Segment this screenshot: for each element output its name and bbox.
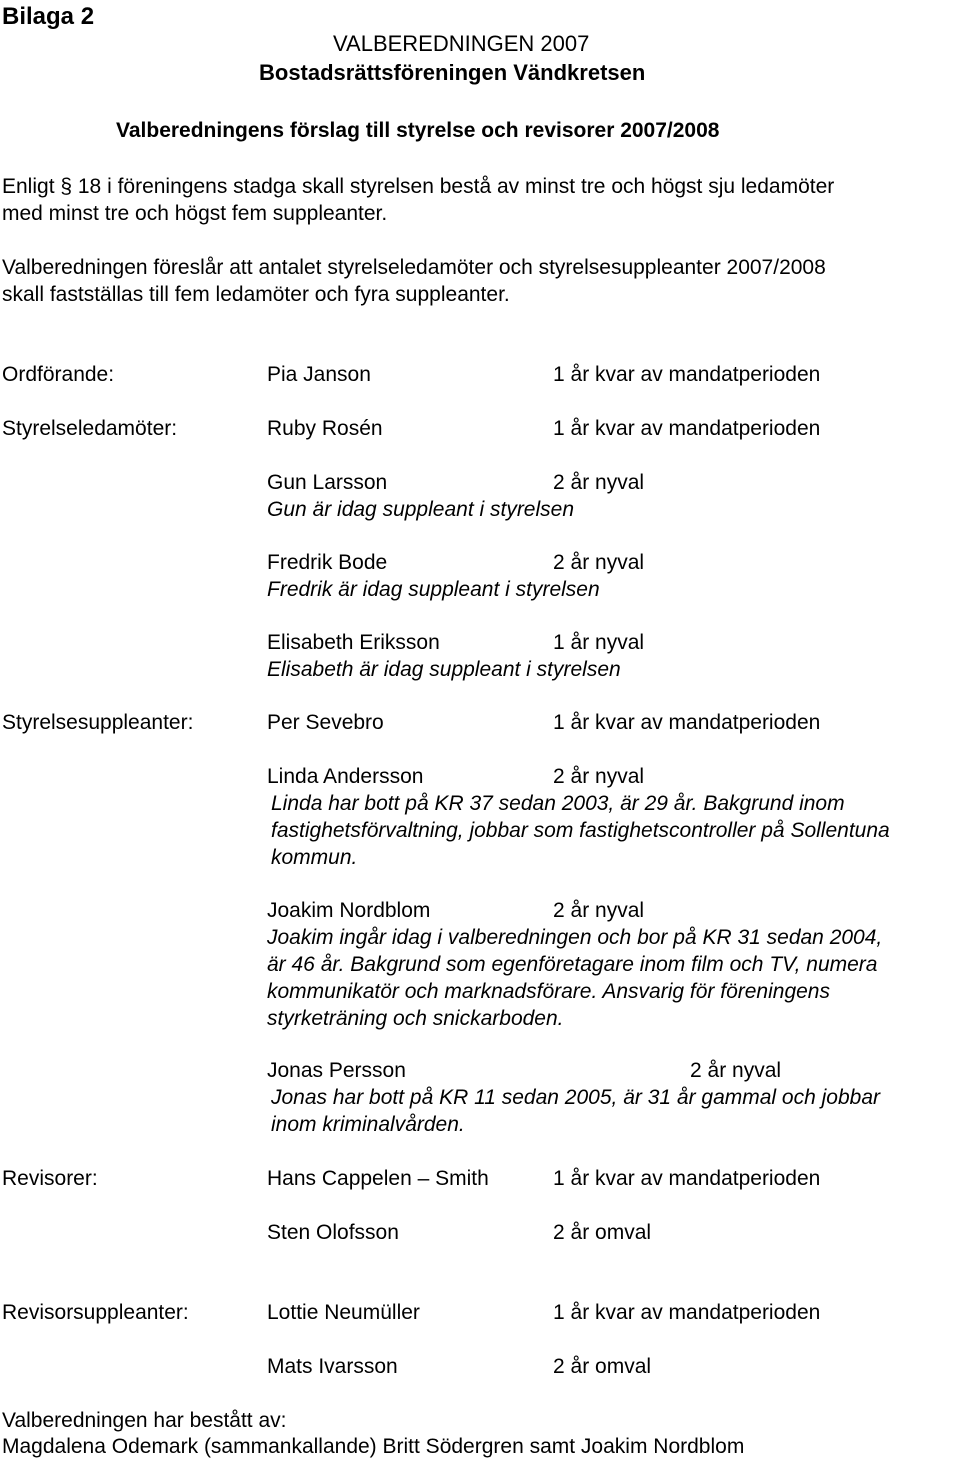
board-member-term: 1 år kvar av mandatperioden: [553, 417, 821, 440]
intro-paragraph-1-line-2: med minst tre och högst fem suppleanter.: [2, 202, 388, 225]
deputy-term: 2 år nyval: [553, 899, 645, 922]
deputy-note: fastighetsförvaltning, jobbar som fastighetscontroller på Sollentuna: [271, 819, 890, 842]
auditor-name: Sten Olofsson: [267, 1221, 399, 1244]
deputy-name: Joakim Nordblom: [267, 899, 431, 922]
deputy-note: kommunikatör och marknadsförare. Ansvarig för föreningens: [267, 980, 830, 1003]
document-subtitle: Valberedningens förslag till styrelse och revisorer 2007/2008: [116, 119, 720, 142]
intro-paragraph-2-line-1: Valberedningen föreslår att antalet styrelseledamöter och styrelsesuppleanter 2007/2008: [2, 256, 826, 279]
deputies-label: Styrelsesuppleanter:: [2, 711, 194, 734]
association-name: Bostadsrättsföreningen Vändkretsen: [259, 60, 646, 85]
board-member-term: 1 år nyval: [553, 631, 645, 654]
committee-heading: Valberedningen har bestått av:: [2, 1409, 287, 1432]
intro-paragraph-1-line-1: Enligt § 18 i föreningens stadga skall styrelsen bestå av minst tre och högst sju ledamöter: [2, 175, 835, 198]
board-member-name: Elisabeth Eriksson: [267, 631, 440, 654]
deputy-note: Linda har bott på KR 37 sedan 2003, är 29 år. Bakgrund inom: [271, 792, 845, 815]
deputy-auditor-term: 2 år omval: [553, 1355, 652, 1378]
board-members-label: Styrelseledamöter:: [2, 417, 178, 440]
board-member-name: Fredrik Bode: [267, 551, 388, 574]
auditor-term: 2 år omval: [553, 1221, 652, 1244]
board-member-name: Gun Larsson: [267, 471, 388, 494]
deputy-name: Linda Andersson: [267, 765, 424, 788]
deputy-name: Per Sevebro: [267, 711, 384, 734]
committee-members: Magdalena Odemark (sammankallande) Britt Södergren samt Joakim Nordblom: [2, 1435, 745, 1458]
deputy-auditor-name: Lottie Neumüller: [267, 1301, 420, 1324]
document-title: VALBEREDNINGEN 2007: [333, 31, 590, 56]
deputy-term: 2 år nyval: [553, 765, 645, 788]
board-member-note: Elisabeth är idag suppleant i styrelsen: [267, 658, 621, 681]
board-member-name: Ruby Rosén: [267, 417, 383, 440]
deputy-note: Joakim ingår idag i valberedningen och bor på KR 31 sedan 2004,: [267, 926, 883, 949]
chair-label: Ordförande:: [2, 363, 115, 386]
deputy-name: Jonas Persson: [267, 1059, 406, 1082]
deputy-auditor-name: Mats Ivarsson: [267, 1355, 398, 1378]
deputy-auditors-label: Revisorsuppleanter:: [2, 1301, 189, 1324]
deputy-auditor-term: 1 år kvar av mandatperioden: [553, 1301, 821, 1324]
chair-term: 1 år kvar av mandatperioden: [553, 363, 821, 386]
deputy-note: inom kriminalvården.: [271, 1113, 465, 1136]
attachment-label: Bilaga 2: [2, 3, 95, 30]
auditor-name: Hans Cappelen – Smith: [267, 1167, 489, 1190]
deputy-term: 2 år nyval: [690, 1059, 782, 1082]
auditors-label: Revisorer:: [2, 1167, 98, 1190]
board-member-note: Fredrik är idag suppleant i styrelsen: [267, 578, 600, 601]
board-member-note: Gun är idag suppleant i styrelsen: [267, 498, 575, 521]
chair-name: Pia Janson: [267, 363, 371, 386]
auditor-term: 1 år kvar av mandatperioden: [553, 1167, 821, 1190]
intro-paragraph-2-line-2: skall fastställas till fem ledamöter och fyra suppleanter.: [2, 283, 510, 306]
deputy-note: styrketräning och snickarboden.: [267, 1007, 564, 1030]
board-member-term: 2 år nyval: [553, 551, 645, 574]
board-member-term: 2 år nyval: [553, 471, 645, 494]
deputy-note: kommun.: [271, 846, 358, 869]
deputy-note: Jonas har bott på KR 11 sedan 2005, är 31 år gammal och jobbar: [271, 1086, 880, 1109]
deputy-note: är 46 år. Bakgrund som egenföretagare inom film och TV, numera: [267, 953, 878, 976]
deputy-term: 1 år kvar av mandatperioden: [553, 711, 821, 734]
